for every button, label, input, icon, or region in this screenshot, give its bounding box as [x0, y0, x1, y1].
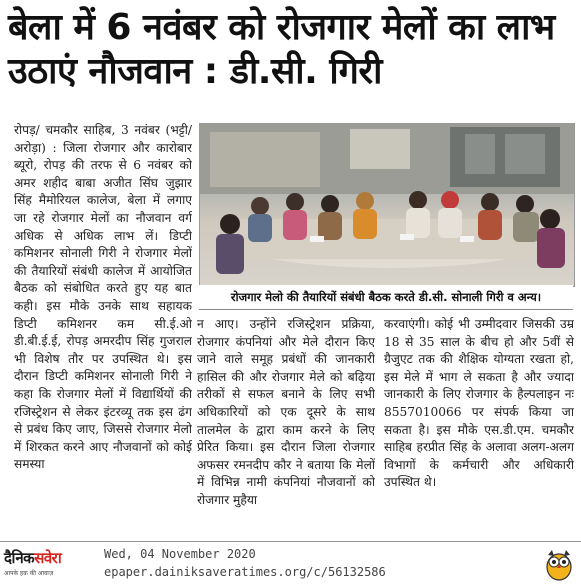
article-column-2: न आए। उन्होंने रजिस्ट्रेशन प्रक्रिया, रोजगार कंपनियां और मेले दौरान किए जाने वाले समूह प्रबंधों की जानकारी हासिल की और रोजगार मेले को बढ़िया तरीकों से सफल बनाने के लिए सभी अधिकारियों को एक दूसरे के साथ तालमेल के द्वारा काम करने के लिए प्रेरित किया। इस दौरान जिला रोजगार अफसर रमनदीप कौर ने बताया कि मेलों में विभिन्न नामी कंपनियां नौजवानों को रोजगार मुहैया	[197, 317, 375, 507]
footer-divider	[0, 541, 581, 542]
article-column-3: करवाएंगी। कोई भी उम्मीदवार जिसकी उम्र 18 से 35 साल के बीच हो और 5वीं से ग्रैजुएट तक की शैक्षिक योग्यता रखता हो, इस मेले में भाग ले सकता है और ज्यादा जानकारी के लिए रोजगार के हैल्पलाइन नः 8557010066 पर संपर्क किया जा सकता है। इस मौके एस.डी.एम. चमकौर साहिब हरप्रीत सिंह के अलावा अलग-अलग विभागों के कर्मचारी और अधिकारी उपस्थित थे।	[384, 317, 574, 490]
owl-icon	[544, 547, 574, 581]
edition-date: Wed, 04 November 2020	[104, 547, 256, 561]
news-photo	[199, 123, 575, 287]
logo-word-1: दैनिक	[4, 549, 35, 567]
article-column-1: रोपड़/ चमकौर साहिब, 3 नवंबर (भट्टी/अरोड़ा) : जिला रोजगार और कारोबार ब्यूरो, रोपड़ की तरफ से 6 नवंबर को अमर शहीद बाबा अजीत सिंघ जुझार सिंह मैमोरियल कालेज, बेला में लगाए जा रहे रोजगार मेलों का नौजवान वर्ग अधिक से अधिक लाभ लें। डिप्टी कमिशनर सोनाली गिरी ने रोजगार मेलों की तैयारियों संबंधी कालेज में आयोजित बैठक को संबोधित करते हुए यह बात कही। इस मौके उनके साथ सहायक डिप्टी कमिशनर कम सी.ई.ओ डी.बी.ई.ई, रोपड़ अमरदीप सिंह गुजराल भी विशेष तौर पर उपस्थित थे। इस दौरान डिप्टी कमिशनर सोनाली गिरी ने कहा कि रोजगार मेलों में विद्यार्थियों की रजिस्ट्रेशन से लेकर इंटरव्यू तक इस ढंग से प्रबंध किए जाए, जिससे रोजगार मेलो में शिरकत करने आए नौजवानों को कोई समस्या	[14, 123, 192, 472]
logo-word-2: सवेरा	[34, 549, 62, 567]
newspaper-logo[interactable]	[4, 548, 100, 582]
headline: बेला में 6 नवंबर को रोजगार मेलों का लाभ उठाएं नौजवान : डी.सी. गिरी	[8, 7, 555, 92]
epaper-url[interactable]: epaper.dainiksaveratimes.org/c/56132586	[104, 565, 386, 579]
logo-tagline: आपके हक़ की आवाज़	[4, 570, 54, 577]
photo-caption: रोजगार मेलो की तैयारियों संबंधी बैठक करते डी.सी. सोनाली गिरी व अन्य।	[199, 285, 573, 310]
meeting-photo-illustration	[200, 124, 574, 286]
